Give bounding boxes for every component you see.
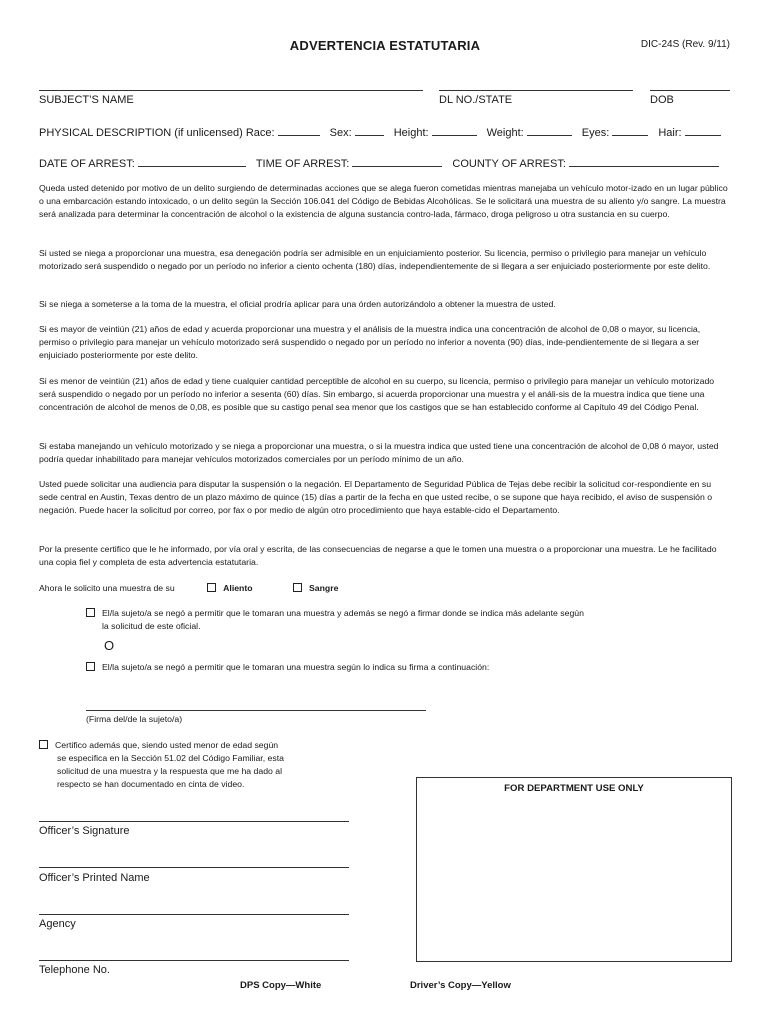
county-of-arrest-label: COUNTY OF ARREST: bbox=[452, 158, 566, 170]
refusal-option-1 bbox=[86, 607, 584, 620]
driver-copy-label: Driver’s Copy—Yellow bbox=[410, 980, 511, 991]
warning-paragraph: Si se niega a someterse a la toma de la muestra, el oficial prodría aplicar para una órden autorizándolo a obtener la muestra de usted. bbox=[39, 299, 556, 309]
county-of-arrest-field[interactable] bbox=[569, 156, 719, 167]
warning-paragraph: Usted puede solicitar una audiencia para disputar la suspensión o la negación. El Departamento de Seguridad Pública de Tejas debe recibir la solicitud cor-respondiente en su sede central en Austin, Texas dentro de un plazo máximo de quince (15) días a partir de la fecha en que usted recibe, o se supone que haya recibido, el aviso de suspensión o negación. Puede hacer la solicitud por correo, por fax o por medio de algún otro procedimiento que haya estable-cido el Departamento. bbox=[39, 479, 713, 515]
race-field[interactable] bbox=[278, 125, 320, 136]
blood-checkbox[interactable] bbox=[293, 583, 302, 592]
telephone-label: Telephone No. bbox=[39, 964, 110, 976]
certify-minor-line-3: solicitud de una muestra y la respuesta que me ha dado al bbox=[57, 765, 283, 776]
form-number: DIC-24S (Rev. 9/11) bbox=[640, 39, 730, 50]
refusal-option-2 bbox=[86, 661, 489, 674]
dl-state-line[interactable] bbox=[439, 90, 633, 91]
height-label: Height: bbox=[393, 127, 429, 139]
hair-field[interactable] bbox=[685, 125, 721, 136]
subject-name-line[interactable] bbox=[39, 90, 423, 91]
officer-signature-line[interactable] bbox=[39, 821, 349, 822]
refusal-2-checkbox[interactable] bbox=[86, 662, 95, 671]
dps-copy-label: DPS Copy—White bbox=[240, 980, 322, 991]
or-separator: O bbox=[104, 638, 115, 653]
subject-name-label: SUBJECT’S NAME bbox=[39, 94, 134, 106]
officer-signature-label: Officer’s Signature bbox=[39, 825, 130, 837]
warning-paragraph: Queda usted detenido por motivo de un delito surgiendo de determinadas acciones que se alega fueron cometidas mientras manejaba un vehículo motor-izado en un lugar público o una embarcación estando intoxicado, o un delito según la Sección 106.041 del Código de Bebidas Alcohólicas. Se le solicitará una muestra de su aliento y/o sangre. La muestra será analizada para determinar la concentración de alcohol o la existencia de alguna sustancia contro-lada, fármaco, droga peligroso u otra sustancia en su cuerpo. bbox=[39, 183, 728, 219]
department-use-title: FOR DEPARTMENT USE ONLY bbox=[504, 783, 644, 794]
subject-signature-line[interactable] bbox=[86, 710, 426, 711]
dl-state-label: DL NO./STATE bbox=[439, 94, 513, 106]
refusal-1-checkbox[interactable] bbox=[86, 608, 95, 617]
certify-minor-line-2: se especifica en la Sección 51.02 del Código Familiar, esta bbox=[57, 752, 284, 763]
subject-signature-label: (Firma del/de la sujeto/a) bbox=[86, 714, 183, 724]
race-label: PHYSICAL DESCRIPTION (if unlicensed) Race: bbox=[39, 127, 275, 139]
arrest-row bbox=[39, 156, 722, 170]
blood-option-label: Sangre bbox=[309, 583, 339, 593]
certify-minor-line-1 bbox=[39, 739, 284, 752]
warning-paragraph: Si es menor de veintiún (21) años de edad y tiene cualquier cantidad perceptible de alcohol en su cuerpo, su licencia, permiso o privilegio para manejar un vehículo motorizado será suspendido o negado por un período no inferior a sesenta (60) días. Sin embargo, si acuerda proporcionar una muestra y el análi-sis de la muestra indica que tiene una concentración de alcohol de menos de 0,08, es posible que su castigo penal sea menor que los castigos que se han establecido conforme al Capítulo 49 del Código Penal. bbox=[39, 376, 715, 412]
dob-label: DOB bbox=[650, 94, 674, 106]
certify-minor-line-4: respecto se han documentado en cinta de video. bbox=[57, 778, 245, 789]
hair-label: Hair: bbox=[658, 127, 682, 139]
certify-minor-checkbox[interactable] bbox=[39, 740, 48, 749]
refusal-option-1-cont: la solicitud de este oficial. bbox=[102, 621, 201, 631]
physical-description-row bbox=[39, 125, 724, 139]
date-of-arrest-field[interactable] bbox=[138, 156, 246, 167]
time-of-arrest-label: TIME OF ARREST: bbox=[255, 158, 350, 170]
sample-prompt: Ahora le solicito una muestra de su bbox=[39, 583, 175, 593]
breath-checkbox[interactable] bbox=[207, 583, 216, 592]
sex-field[interactable] bbox=[355, 125, 384, 136]
sample-request-row bbox=[39, 582, 338, 595]
warning-paragraph: Si es mayor de veintiún (21) años de edad y acuerda proporcionar una muestra y el análisis de la muestra indica una concentración de alcohol de 0,08 o mayor, su licencia, permiso o privilegio para manejar un vehículo motorizado será suspendido o negado por un período no inferior a noventa (90) días, inde-pendientemente de si llegara a ser enjuiciado posteriormente por este delito. bbox=[39, 324, 701, 360]
officer-printed-name-line[interactable] bbox=[39, 867, 349, 868]
warning-paragraph: Si usted se niega a proporcionar una muestra, esa denegación podría ser admisible en un enjuiciamiento posterior. Su licencia, permiso o privilegio para manejar un vehículo motorizado será suspendido o negado por un período no inferior a ciento ochenta (180) días, independientemente de si llegara a ser enjuiciado posteriormente por este delito. bbox=[39, 248, 711, 271]
officer-printed-name-label: Officer’s Printed Name bbox=[39, 872, 150, 884]
weight-label: Weight: bbox=[486, 127, 524, 139]
department-use-box bbox=[416, 777, 732, 962]
refusal-1-text: El/la sujeto/a se negó a permitir que le tomaran una muestra y además se negó a firmar donde se indica más adelante según bbox=[102, 608, 584, 618]
agency-line[interactable] bbox=[39, 914, 349, 915]
date-of-arrest-label: DATE OF ARREST: bbox=[39, 158, 135, 170]
breath-option-label: Aliento bbox=[223, 583, 253, 593]
warning-paragraph: Por la presente certifico que le he informado, por vía oral y escrita, de las consecuencias de negarse a que le tomen una muestra o a proporcionar una muestra. Le he facilitado una copia fiel y completa de esta advertencia estatutaria. bbox=[39, 544, 717, 567]
dob-line[interactable] bbox=[650, 90, 730, 91]
eyes-label: Eyes: bbox=[581, 127, 610, 139]
agency-label: Agency bbox=[39, 918, 76, 930]
sex-label: Sex: bbox=[329, 127, 352, 139]
eyes-field[interactable] bbox=[612, 125, 648, 136]
telephone-line[interactable] bbox=[39, 960, 349, 961]
time-of-arrest-field[interactable] bbox=[352, 156, 442, 167]
refusal-2-text: El/la sujeto/a se negó a permitir que le tomaran una muestra según lo indica su firma a continuación: bbox=[102, 662, 490, 672]
height-field[interactable] bbox=[432, 125, 477, 136]
form-title: ADVERTENCIA ESTATUTARIA bbox=[289, 38, 481, 53]
weight-field[interactable] bbox=[527, 125, 572, 136]
certify-minor-text: Certifico además que, siendo usted menor de edad según bbox=[55, 740, 279, 750]
certify-minor-block bbox=[39, 739, 284, 791]
warning-paragraph: Si estaba manejando un vehículo motorizado y se niega a proporcionar una muestra, o si la muestra indica que usted tiene una concentración de alcohol de 0,08 ó mayor, usted podría quedar inhabilitado para manejar vehículos motorizados comerciales por un período mínimo de un año. bbox=[39, 441, 719, 464]
